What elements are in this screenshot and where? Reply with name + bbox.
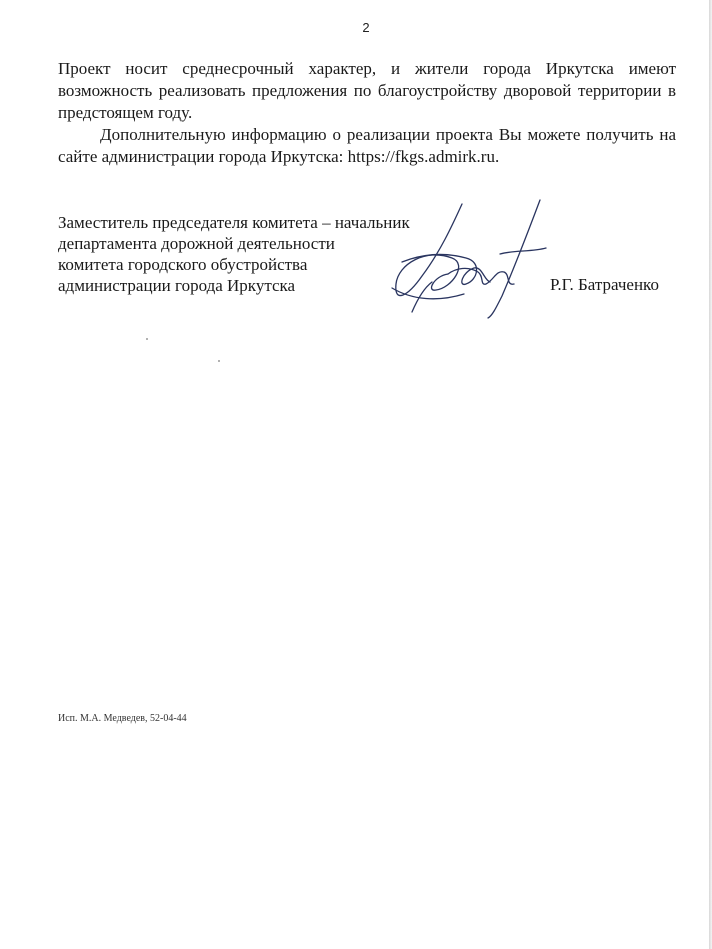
signer-position-line: Заместитель председателя комитета – начальник <box>58 213 410 232</box>
paragraph-project-term: Проект носит среднесрочный характер, и жители города Иркутска имеют возможность реализовать предложения по благоустройству дворовой территории в предстоящем году. <box>58 59 676 122</box>
signer-position-line: департамента дорожной деятельности <box>58 234 335 253</box>
letter-body <box>58 58 676 168</box>
executor-note: Исп. М.А. Медведев, 52-04-44 <box>58 713 187 724</box>
signer-position-line: администрации города Иркутска <box>58 276 296 295</box>
paragraph-more-info: Дополнительную информацию о реализации проекта Вы можете получить на сайте администрации города Иркутска: https://fkgs.admirk.ru. <box>58 125 676 166</box>
page-number: 2 <box>362 20 370 35</box>
signer-name: Р.Г. Батраченко <box>550 275 659 294</box>
scan-speck <box>218 360 220 362</box>
signer-position-line: комитета городского обустройства <box>58 255 308 274</box>
handwritten-signature <box>382 192 552 322</box>
scan-speck <box>146 338 148 340</box>
